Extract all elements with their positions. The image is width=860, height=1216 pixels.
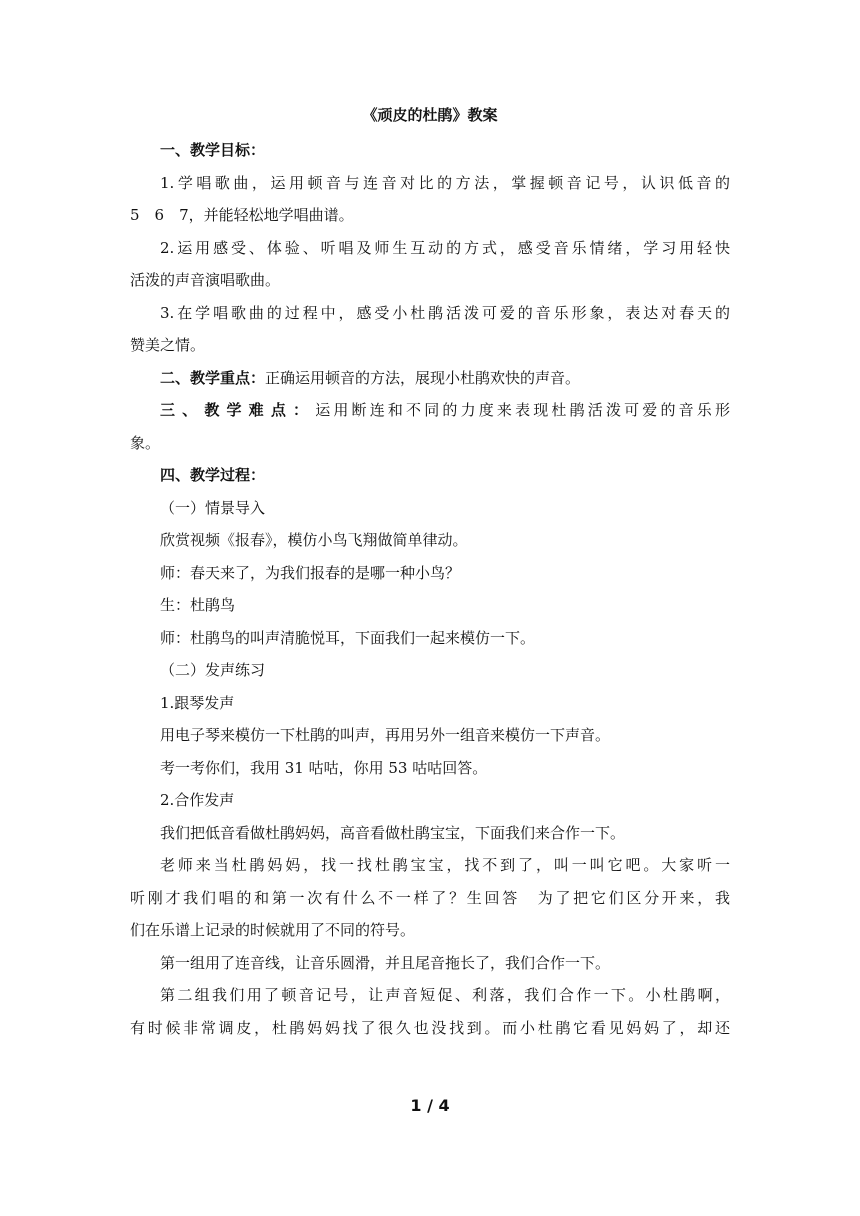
subsection-cooperative-vocal: 2.合作发声 [160,791,235,809]
paragraph: 生：杜鹃鸟 [160,596,236,614]
paragraph: 师：春天来了，为我们报春的是哪一种小鸟？ [160,563,461,582]
goal-1-line-1: 1.学唱歌曲，运用顿音与连音对比的方法，掌握顿音记号，认识低音的 [160,173,730,192]
key-points-text: 正确运用顿音的方法，展现小杜鹃欢快的声音。 [265,368,581,387]
page-number: 1 / 4 [410,1096,450,1115]
goals-heading: 一、教学目标： [160,141,266,159]
paragraph: 欣赏视频《报春》，模仿小鸟飞翔做简单律动。 [160,531,468,549]
goal-2-line-2: 活泼的声音演唱歌曲。 [130,271,281,289]
goal-1-line-2: 5 6 7，并能轻松地学唱曲谱。 [130,206,354,224]
paragraph-line: 听刚才我们唱的和第一次有什么不一样了？生回答 为了把它们区分开来，我 [130,888,730,907]
section-scene-intro: （一）情景导入 [160,498,266,517]
goal-3-line-2: 赞美之情。 [130,336,206,354]
paragraph-line: 老师来当杜鹃妈妈，找一找杜鹃宝宝，找不到了，叫一叫它吧。大家听一 [160,856,730,874]
paragraph: 师：杜鹃鸟的叫声清脆悦耳，下面我们一起来模仿一下。 [160,628,536,647]
key-points-heading: 二、教学重点： [160,368,266,387]
paragraph-line: 第二组我们用了顿音记号，让声音短促、利落，我们合作一下。小杜鹃啊， [160,986,730,1004]
key-points-paragraph [130,364,730,394]
difficulties-text-line-2: 象。 [130,433,161,452]
subsection-piano-vocal: 1.跟琴发声 [160,693,235,712]
document-title: 《顽皮的杜鹃》教案 [362,106,498,124]
paragraph-line: 有时候非常调皮，杜鹃妈妈找了很久也没找到。而小杜鹃它看见妈妈了，却还 [130,1018,730,1037]
difficulties-heading: 三、教学难点： [160,401,316,419]
paragraph: 第一组用了连音线，让音乐圆滑，并且尾音拖长了，我们合作一下。 [160,953,611,972]
document-body [130,136,730,1046]
goal-3-line-1: 3.在学唱歌曲的过程中，感受小杜鹃活泼可爱的音乐形象，表达对春天的 [160,303,730,322]
process-heading: 四、教学过程： [160,466,266,484]
goal-2-line-1: 2.运用感受、体验、听唱及师生互动的方式，感受音乐情绪，学习用轻快 [160,238,730,257]
section-vocal-practice: （二）发声练习 [160,661,266,679]
difficulties-text-line-1: 运用断连和不同的力度来表现杜鹃活泼可爱的音乐形 [315,401,730,419]
difficulties-paragraph [130,396,730,426]
paragraph: 我们把低音看做杜鹃妈妈，高音看做杜鹃宝宝，下面我们来合作一下。 [160,823,626,842]
paragraph: 用电子琴来模仿一下杜鹃的叫声，再用另外一组音来模仿一下声音。 [160,726,611,744]
paragraph-line: 们在乐谱上记录的时候就用了不同的符号。 [130,921,416,939]
paragraph: 考一考你们，我用 31 咕咕，你用 53 咕咕回答。 [160,758,488,777]
